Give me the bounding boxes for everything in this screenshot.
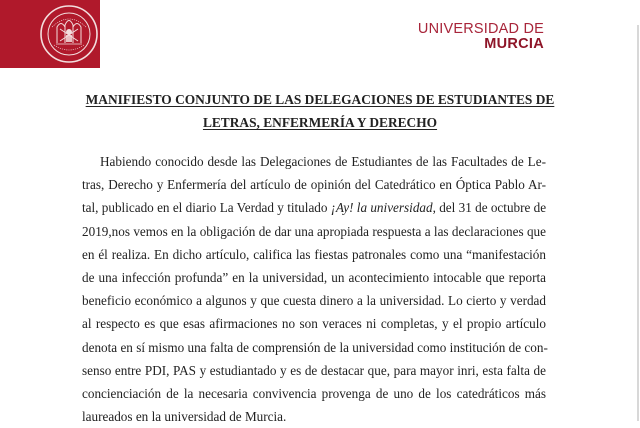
paragraph-line-suffix: , del 31 de octubre de [432, 200, 547, 216]
document-title [70, 88, 570, 134]
page-edge-divider [637, 25, 639, 421]
paragraph-line: en él realiza. En dicho artículo, califica las fiestas patronales como una “manifestación [82, 246, 546, 262]
paragraph-line: concienciación de la necesaria convivencia provenga de uno de los catedráticos más [82, 386, 546, 402]
brand-name-line1: UNIVERSIDAD DE [417, 21, 544, 37]
paragraph-line: Habiendo conocido desde las Delegaciones de Estudiantes de las Facultades de Le- [100, 154, 546, 169]
paragraph-line: 2019,nos vemos en la obligación de dar una apropiada respuesta a las declaraciones que [82, 223, 546, 239]
paragraph-line: tras, Derecho y Enfermería del artículo de opinión del Catedrático en Óptica Pablo Ar- [82, 177, 546, 193]
manifesto-paragraph [82, 150, 546, 428]
cited-article-title: ¡Ay! la universidad [330, 200, 433, 216]
paragraph-line-with-title [82, 196, 546, 219]
paragraph-line: laureados en la universidad de Murcia. [82, 409, 287, 425]
paragraph-line-prefix: tal, publicado en el diario La Verdad y titulado [82, 200, 331, 216]
paragraph-line: de una infección profunda” en la universidad, un acontecimiento intocable que reporta [82, 270, 546, 286]
title-line-1: MANIFIESTO CONJUNTO DE LAS DELEGACIONES DE ESTUDIANTES DE [85, 92, 555, 107]
paragraph-line: senso entre PDI, PAS y estudiantado y es de destacar que, para mayor inri, esta falta de [82, 362, 546, 378]
brand-name-line2: MURCIA [484, 36, 544, 52]
university-logo-block [0, 0, 100, 68]
paragraph-line: al respecto es que esas afirmaciones no son veraces ni completas, y el propio artículo [82, 316, 546, 332]
university-brand [418, 22, 544, 52]
university-seal-icon [38, 3, 100, 65]
paragraph-line: denota en sí mismo una falta de comprensión de la universidad como institución de con- [82, 339, 548, 355]
title-line-2: LETRAS, ENFERMERÍA Y DERECHO [202, 115, 438, 130]
paragraph-line: beneficio económico a algunos y que cuesta dinero a la universidad. Lo cierto y verdad [82, 293, 546, 309]
